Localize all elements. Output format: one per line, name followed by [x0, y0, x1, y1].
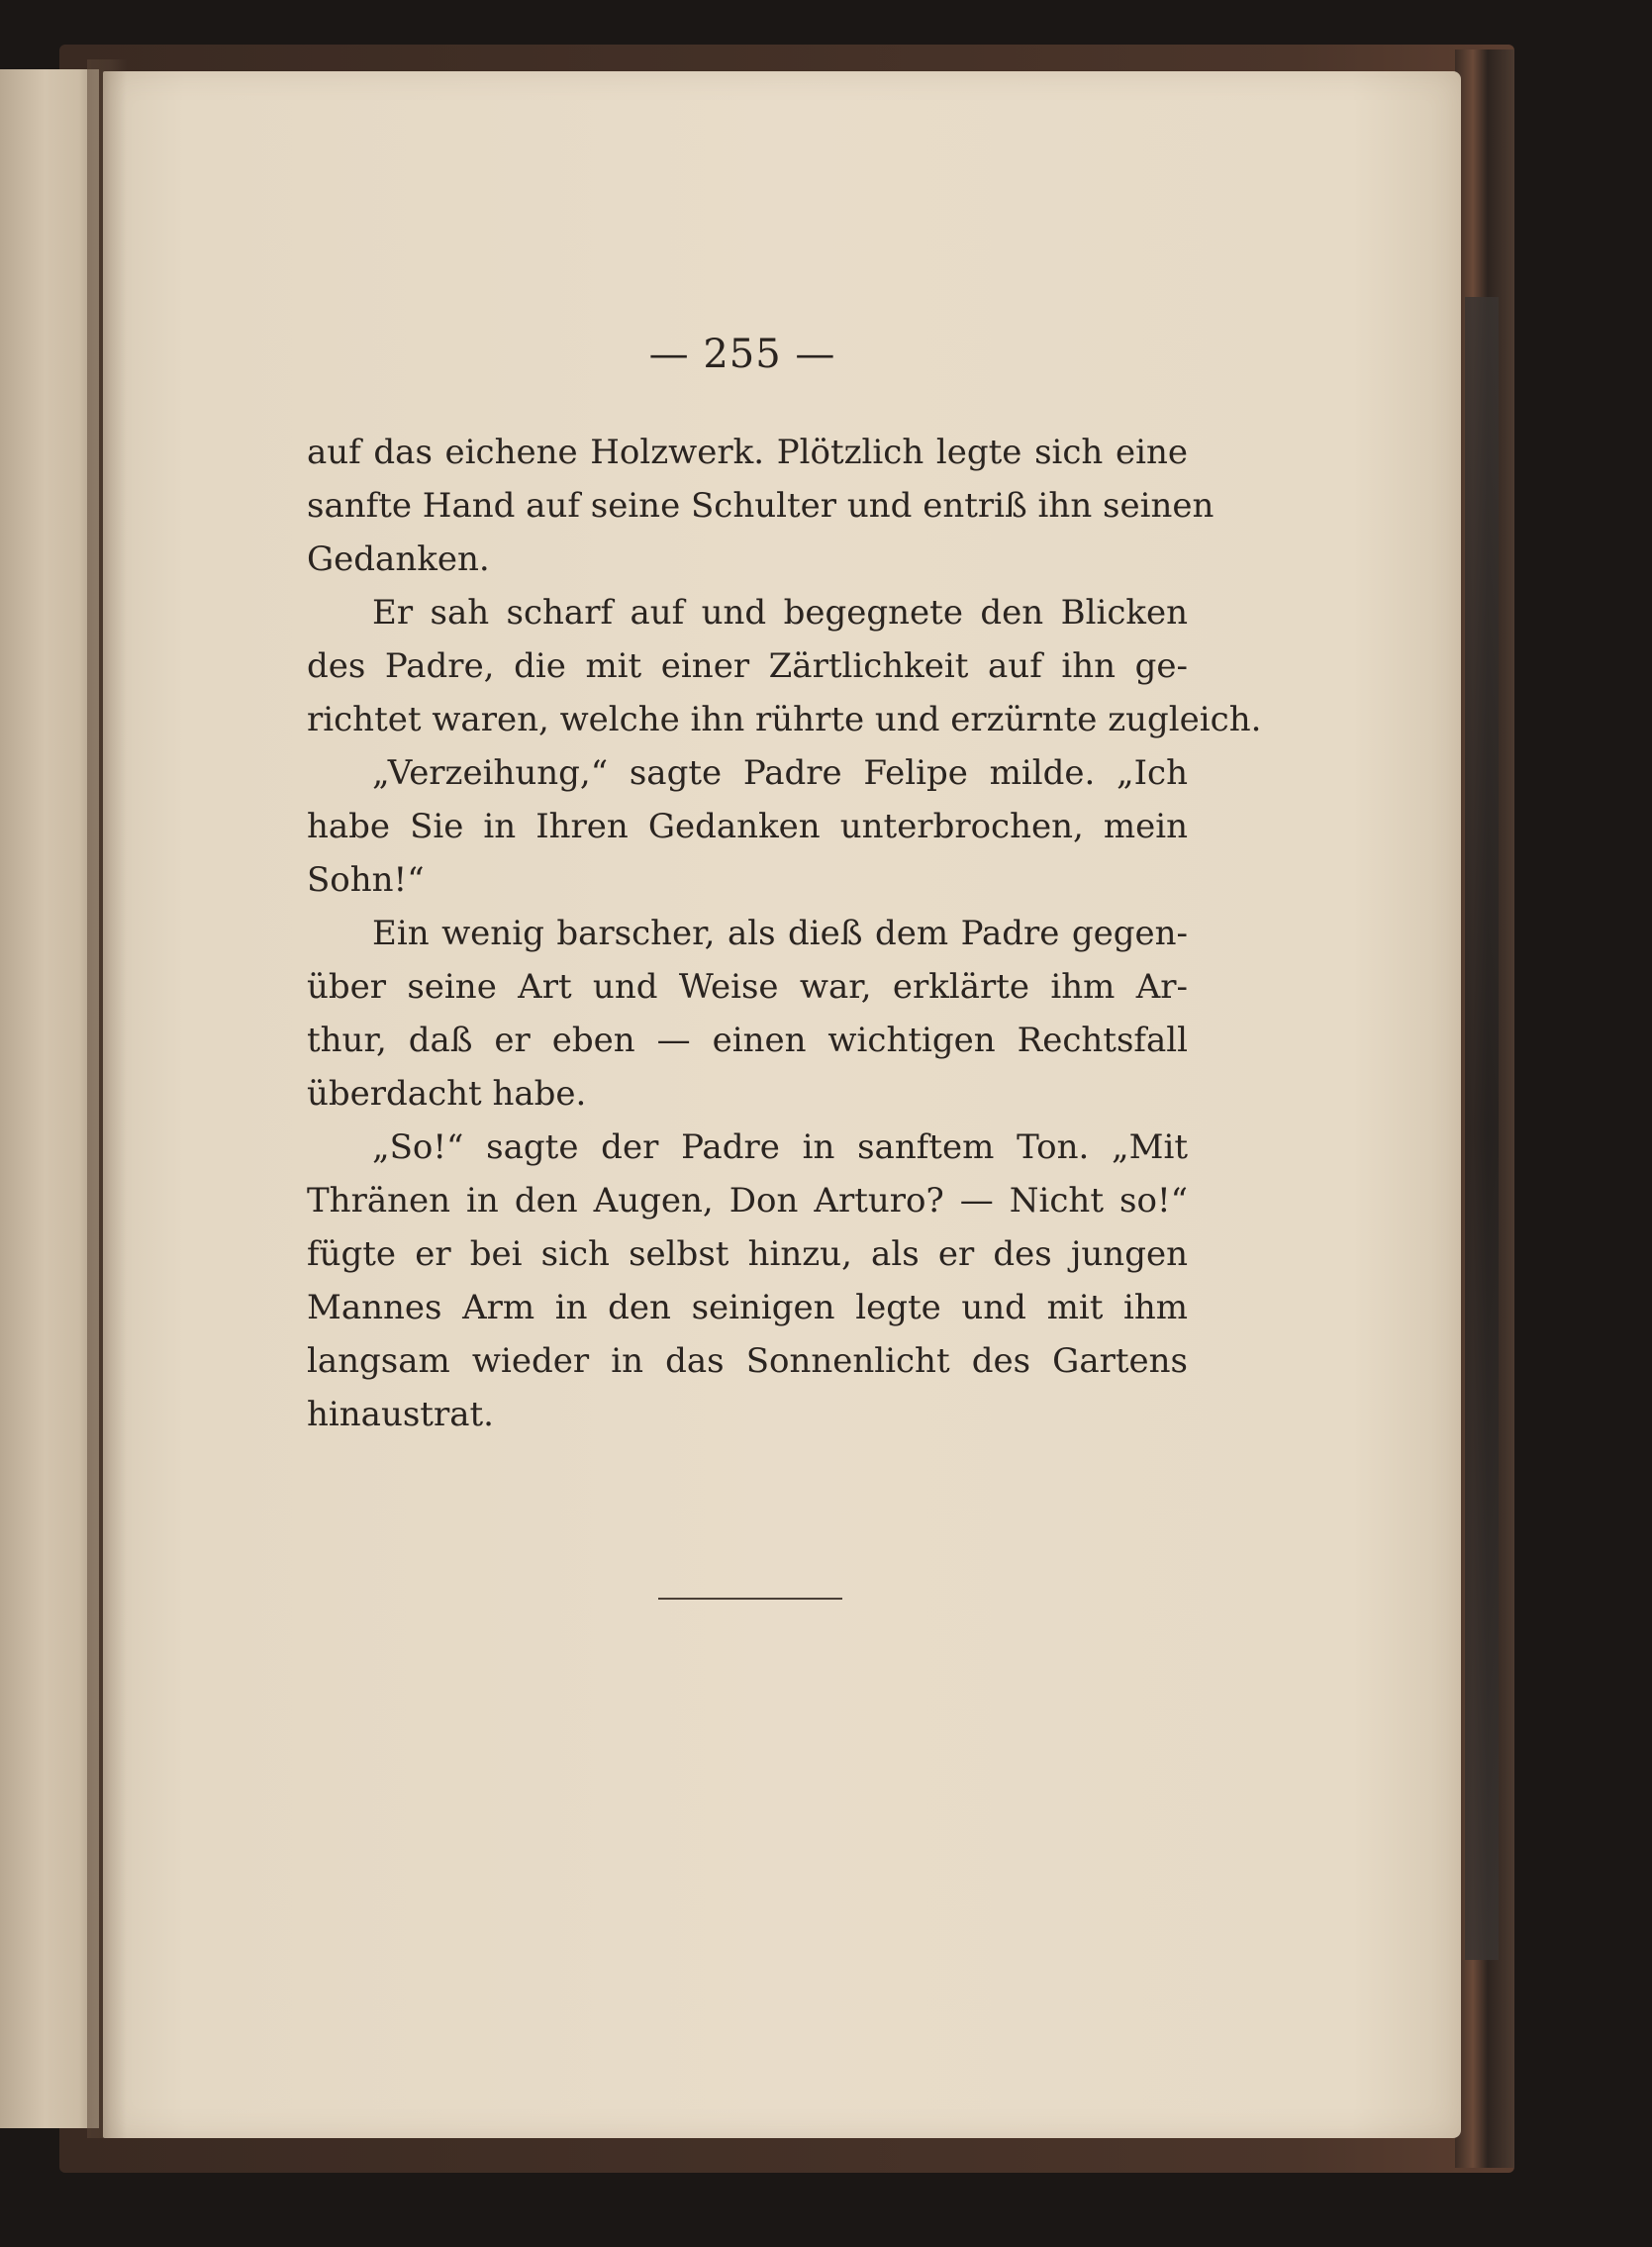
text-line: überdacht habe.: [307, 1074, 587, 1114]
text-line: des Padre, die mit einer Zärtlichkeit auf ihn ge-: [307, 646, 1188, 686]
text-line: langsam wieder in das Sonnenlicht des Gartens: [307, 1341, 1188, 1381]
text-line: sanfte Hand auf seine Schulter und entriß ihn seinen: [307, 486, 1215, 526]
page-body-text: [307, 426, 1262, 1441]
page-number: — 255 —: [648, 332, 836, 377]
text-line: über seine Art und Weise war, erklärte ihm Ar-: [307, 967, 1188, 1007]
text-line: Thränen in den Augen, Don Arturo? — Nicht so!“: [307, 1181, 1188, 1221]
section-end-rule: [658, 1598, 842, 1600]
text-line: Er sah scharf auf und begegnete den Blicken: [372, 593, 1188, 633]
text-line: Mannes Arm in den seinigen legte und mit ihm: [307, 1288, 1188, 1327]
text-line: auf das eichene Holzwerk. Plötzlich legte sich eine: [307, 433, 1188, 472]
left-page-edge: [0, 69, 99, 2128]
text-line: fügte er bei sich selbst hinzu, als er des jungen: [307, 1234, 1188, 1274]
text-line: Gedanken.: [307, 539, 490, 579]
text-line: Sohn!“: [307, 860, 425, 900]
text-line: Ein wenig barscher, als dieß dem Padre gegen-: [372, 914, 1188, 953]
text-line: richtet waren, welche ihn rührte und erzürnte zugleich.: [307, 700, 1262, 739]
text-line: thur, daß er eben — einen wichtigen Rechtsfall: [307, 1021, 1188, 1060]
text-line: „Verzeihung,“ sagte Padre Felipe milde. „Ich: [372, 753, 1188, 793]
text-line: habe Sie in Ihren Gedanken unterbrochen, mein: [307, 807, 1188, 846]
text-line: „So!“ sagte der Padre in sanftem Ton. „Mit: [372, 1127, 1188, 1167]
text-line: hinaustrat.: [307, 1395, 494, 1434]
